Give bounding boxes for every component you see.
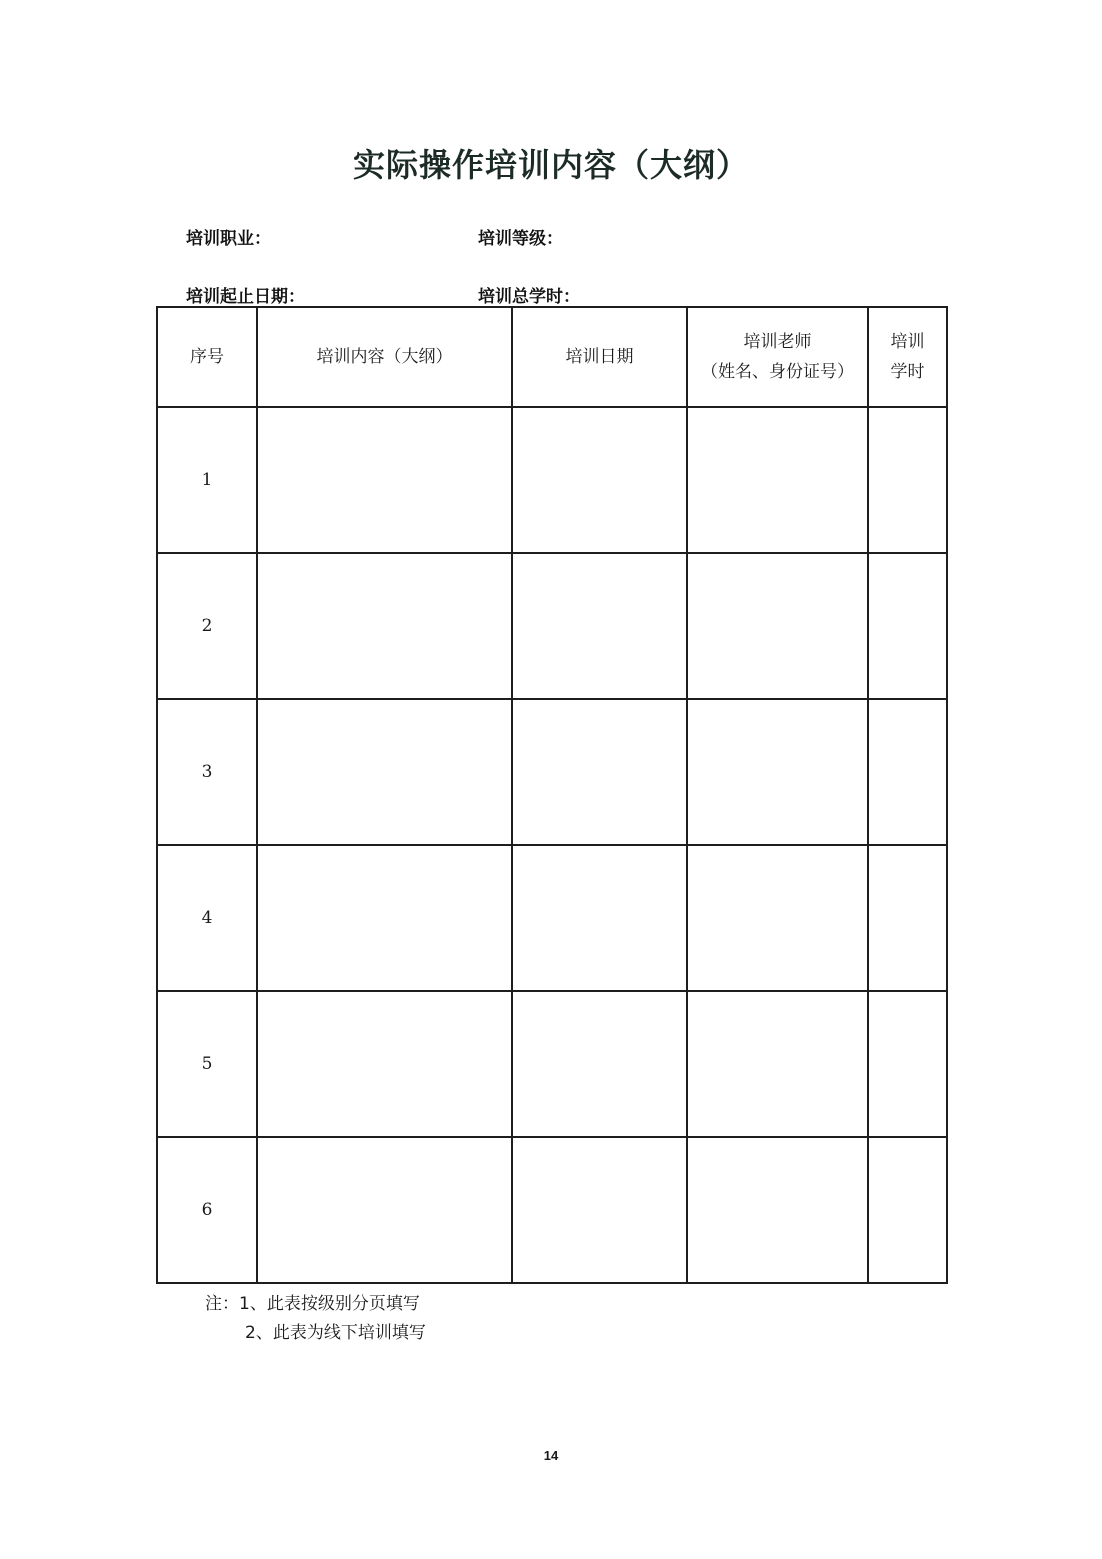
header-teacher-line1: 培训老师 (743, 332, 812, 352)
field-occupation-label: 培训职业： (186, 229, 271, 249)
row-date-cell[interactable] (512, 553, 687, 699)
row-date-cell[interactable] (512, 991, 687, 1137)
header-seq: 序号 (157, 307, 257, 407)
row-content-cell[interactable] (257, 845, 512, 991)
table-row (157, 1137, 947, 1283)
row-teacher-cell[interactable] (687, 407, 868, 553)
row-seq: 1 (157, 407, 257, 553)
table-row (157, 845, 947, 991)
row-content-cell[interactable] (257, 407, 512, 553)
table-row (157, 991, 947, 1137)
field-date-range-label: 培训起止日期： (186, 287, 305, 307)
training-table (156, 306, 948, 1284)
row-teacher-cell[interactable] (687, 845, 868, 991)
header-hours-line2: 学时 (890, 362, 925, 382)
row-seq: 5 (157, 991, 257, 1137)
page-number: 14 (543, 1448, 559, 1463)
row-date-cell[interactable] (512, 845, 687, 991)
page-title: 实际操作培训内容（大纲） (352, 146, 749, 184)
row-seq: 2 (157, 553, 257, 699)
note-line-1: 注：1、此表按级别分页填写 (205, 1294, 420, 1314)
header-hours-line1: 培训 (890, 332, 925, 352)
header-teacher (687, 307, 868, 407)
header-date: 培训日期 (512, 307, 687, 407)
row-content-cell[interactable] (257, 699, 512, 845)
row-hours-cell[interactable] (868, 845, 947, 991)
row-hours-cell[interactable] (868, 991, 947, 1137)
row-date-cell[interactable] (512, 407, 687, 553)
note-line-2: 2、此表为线下培训填写 (245, 1323, 426, 1343)
header-teacher-line2: （姓名、身份证号） (701, 362, 854, 382)
field-total-hours-label: 培训总学时： (478, 287, 580, 307)
header-content: 培训内容（大纲） (257, 307, 512, 407)
row-content-cell[interactable] (257, 553, 512, 699)
table-header-row (157, 307, 947, 407)
row-content-cell[interactable] (257, 991, 512, 1137)
table-row (157, 407, 947, 553)
field-level-label: 培训等级： (478, 229, 563, 249)
header-hours (868, 307, 947, 407)
notes-block (205, 1290, 426, 1348)
row-hours-cell[interactable] (868, 407, 947, 553)
row-hours-cell[interactable] (868, 1137, 947, 1283)
row-seq: 3 (157, 699, 257, 845)
table-row (157, 699, 947, 845)
row-hours-cell[interactable] (868, 553, 947, 699)
row-seq: 6 (157, 1137, 257, 1283)
table-row (157, 553, 947, 699)
row-seq: 4 (157, 845, 257, 991)
row-hours-cell[interactable] (868, 699, 947, 845)
row-teacher-cell[interactable] (687, 1137, 868, 1283)
row-content-cell[interactable] (257, 1137, 512, 1283)
row-date-cell[interactable] (512, 699, 687, 845)
row-teacher-cell[interactable] (687, 699, 868, 845)
row-teacher-cell[interactable] (687, 991, 868, 1137)
row-date-cell[interactable] (512, 1137, 687, 1283)
row-teacher-cell[interactable] (687, 553, 868, 699)
